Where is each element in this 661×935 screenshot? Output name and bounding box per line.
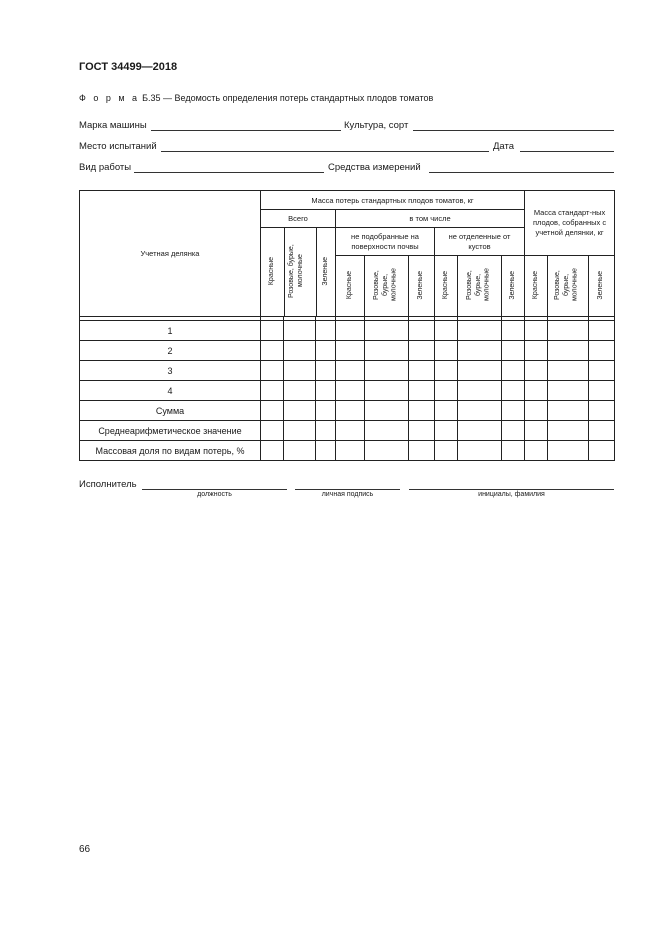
table-row [80, 381, 615, 401]
col-pink-header: Розовые, бурые, молочные [554, 268, 579, 302]
mass-losses-header: Масса потерь стандартных плодов томатов, кг [261, 191, 525, 210]
position-line[interactable] [142, 489, 287, 490]
work-type-line[interactable] [134, 172, 324, 173]
date-line[interactable] [520, 151, 614, 152]
share-row [80, 441, 615, 461]
crop-variety-label: Культура, сорт [344, 120, 409, 131]
ns-green-header: Зеленые [508, 270, 516, 300]
table-row [80, 321, 615, 341]
position-caption: должность [197, 491, 232, 498]
plot-number: 2 [80, 341, 261, 361]
signature-caption: личная подпись [321, 491, 374, 498]
standard-code: ГОСТ 34499—2018 [79, 61, 178, 73]
machine-brand-line[interactable] [151, 130, 341, 131]
share-label: Массовая доля по видам потерь, % [80, 441, 261, 461]
signature-line[interactable] [295, 489, 400, 490]
initials-line[interactable] [409, 489, 614, 490]
ns-pink-header: Розовые, бурые, молочные [465, 268, 490, 302]
table-row [80, 341, 615, 361]
losses-table [79, 190, 615, 461]
machine-brand-label: Марка машины [79, 120, 147, 131]
total-header: Всего [261, 210, 336, 228]
crop-variety-line[interactable] [413, 130, 614, 131]
form-number: Б.35 [142, 93, 161, 103]
plot-number: 4 [80, 381, 261, 401]
date-label: Дата [493, 141, 515, 152]
measuring-tools-label: Средства измерений [328, 162, 421, 173]
total-subcols [261, 228, 336, 317]
not-picked-header: не подобранные на поверхности почвы [336, 228, 435, 256]
mean-row [80, 421, 615, 441]
measuring-tools-line[interactable] [429, 172, 614, 173]
field-row-site [79, 141, 614, 155]
np-red-header: Красные [345, 271, 353, 300]
mean-label: Среднеарифметическое значение [80, 421, 261, 441]
sum-row [80, 401, 615, 421]
form-label: Ф о р м а [79, 93, 140, 103]
plot-header: Учетная делянка [80, 191, 261, 317]
field-row-work [79, 162, 614, 176]
not-separated-header: не отделенные от кустов [435, 228, 525, 256]
work-type-label: Вид работы [79, 162, 132, 173]
np-green-header: Зеленые [417, 270, 425, 300]
field-row-machine [79, 120, 614, 134]
plot-number: 1 [80, 321, 261, 341]
col-green-header: Зеленые [597, 270, 605, 300]
including-header: в том числе [336, 210, 525, 228]
initials-caption: инициалы, фамилия [478, 491, 545, 498]
test-site-line[interactable] [161, 151, 489, 152]
form-title [79, 93, 433, 103]
test-site-label: Место испытаний [79, 141, 157, 152]
page-number: 66 [79, 844, 91, 855]
collected-header: Масса стандарт-ных плодов, собранных с учетной делянки, кг [525, 191, 615, 256]
total-green-header: Зеленые [321, 256, 329, 286]
col-red-header: Красные [531, 271, 539, 300]
total-red-header: Красные [267, 256, 275, 286]
ns-red-header: Красные [441, 271, 449, 300]
plot-number: 3 [80, 361, 261, 381]
np-pink-header: Розовые, бурые, молочные [372, 268, 397, 302]
performer-label: Исполнитель [79, 479, 137, 490]
total-pink-header: Розовые, бурые, молочные [288, 244, 304, 298]
sum-label: Сумма [80, 401, 261, 421]
form-caption: — Ведомость определения потерь стандартных плодов томатов [163, 93, 434, 103]
table-row [80, 361, 615, 381]
